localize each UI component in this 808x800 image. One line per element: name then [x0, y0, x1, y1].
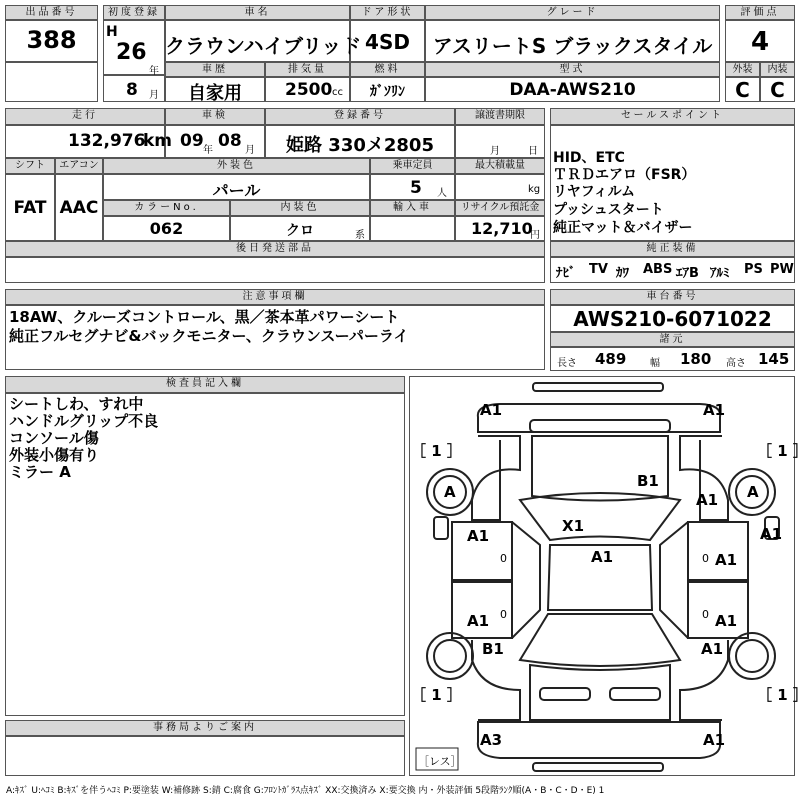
displacement-header: 排気量	[265, 62, 350, 77]
equipment-ps: PS	[744, 262, 763, 277]
fuel-header: 燃料	[350, 62, 425, 77]
wheel-rr-inner-shape	[736, 640, 768, 672]
trunk-shape	[530, 665, 670, 720]
shift-header: シフト	[5, 158, 55, 174]
equipment-airbag: ｴｱB	[676, 266, 699, 281]
mark-wheel-fr: A	[747, 483, 759, 501]
first-reg-month: 8	[126, 80, 138, 100]
later-parts-header: 後日発送部品	[5, 241, 545, 257]
capacity: 5	[410, 178, 422, 198]
shift: FAT	[13, 198, 47, 218]
inspection-year-unit: 年	[203, 145, 213, 156]
interior-color-unit: 系	[355, 230, 365, 241]
office-header: 事務局よりご案内	[5, 720, 405, 736]
fender-fl-shape	[472, 436, 520, 520]
specs-header: 諸元	[550, 332, 795, 347]
score: 4	[750, 27, 770, 57]
recycle: 12,710	[471, 219, 533, 238]
color-no-header: カラーNo.	[103, 200, 230, 216]
chassis-header: 車台番号	[550, 289, 795, 305]
mark-zero-2: 0	[702, 552, 709, 565]
mark-fender-fr: A1	[696, 491, 719, 509]
registration-header: 登録番号	[265, 108, 455, 125]
wheel-rl-inner-shape	[434, 640, 466, 672]
pillar-left-shape	[512, 522, 540, 638]
mileage-header: 走行	[5, 108, 165, 125]
fuel: ｶﾞｿﾘﾝ	[370, 84, 405, 100]
caution-header: 注意事項欄	[5, 289, 545, 305]
first-reg-year: 26	[116, 40, 147, 65]
mark-wheel-rl: B1	[482, 640, 504, 658]
equipment-header: 純正装備	[550, 241, 795, 257]
interior-color: クロ	[286, 223, 314, 239]
inspection-month: 08	[218, 131, 242, 151]
sales-point-4: プッシュスタート	[553, 202, 664, 218]
width: 180	[680, 350, 712, 368]
transfer-day-unit: 日	[528, 146, 538, 157]
door-type: 4SD	[365, 30, 410, 54]
score-header: 評価点	[725, 5, 795, 20]
exterior-header: 外装	[725, 62, 760, 77]
sales-point-5: 純正マット＆バイザー	[553, 220, 693, 236]
inspector-note-5: ミラー A	[9, 463, 71, 481]
mileage-unit: km	[143, 131, 173, 151]
hood-shape	[532, 436, 668, 501]
caution-note-1: 18AW、クルーズコントロール、黒／茶本革パワーシート	[9, 308, 400, 326]
length-label: 長さ	[557, 358, 577, 369]
displacement: 2500	[285, 80, 333, 100]
recycle-header: リサイクル預託金	[455, 200, 545, 216]
chassis-no: AWS210-6071022	[573, 307, 772, 331]
mark-rear-left: A3	[480, 731, 503, 749]
equipment-abs: ABS	[643, 262, 673, 277]
transfer-month-unit: 月	[490, 146, 500, 157]
mark-door-fl: A1	[467, 527, 490, 545]
lot-no-header: 出品番号	[5, 5, 98, 20]
color-no: 062	[149, 219, 184, 238]
height: 145	[758, 350, 790, 368]
tail-lamp-left-shape	[540, 688, 590, 700]
equipment-leather: ｶﾜ	[616, 266, 629, 281]
height-label: 高さ	[726, 358, 746, 369]
color-header: 外装色	[103, 158, 370, 174]
mark-fender-fr-edge: A1	[760, 525, 783, 543]
equipment-pw: PW	[770, 262, 794, 277]
interior-color-header: 内装色	[230, 200, 370, 216]
equipment-alloy: ｱﾙﾐ	[710, 266, 730, 281]
mark-zero-3: 0	[500, 608, 507, 621]
pillar-right-shape	[660, 522, 688, 638]
mark-wheel-rr: A1	[701, 640, 724, 658]
sales-point-header: セールスポイント	[550, 108, 795, 125]
mark-zero-4: 0	[702, 608, 709, 621]
aircon: AAC	[59, 198, 99, 218]
front-bumper-shape	[533, 383, 663, 391]
exterior-grade: C	[735, 78, 750, 102]
front-grille-shape	[530, 420, 670, 432]
capacity-header: 乗車定員	[370, 158, 455, 174]
max-load-unit: kg	[528, 184, 541, 195]
sales-point-3: リヤフィルム	[553, 184, 636, 200]
capacity-unit: 人	[437, 188, 447, 199]
inspection-header: 車検	[165, 108, 265, 125]
equipment-tv: TV	[589, 262, 608, 277]
mark-door-rr: A1	[715, 612, 738, 630]
mark-bracket-fr: ［ 1 ］	[757, 442, 808, 460]
sales-point-2: ＴＲＤエアロ（FSR）	[553, 167, 696, 183]
length: 489	[595, 350, 627, 368]
mark-bracket-rr: ［ 1 ］	[757, 686, 808, 704]
mark-roof: X1	[562, 517, 585, 535]
history: 自家用	[188, 83, 242, 104]
rear-bumper-shape	[533, 763, 663, 771]
history-header: 車歴	[165, 62, 265, 77]
inspector-header: 検査員記入欄	[5, 376, 405, 393]
rear-glass-shape	[520, 614, 680, 666]
legend: A:ｷｽﾞ U:ﾍｺﾐ B:ｷｽﾞを伴うﾍｺﾐ P:要塗装 W:補修跡 S:錆 C:腐食 G:ﾌﾛﾝﾄｶﾞﾗｽ点ｷｽﾞ XX:交換済み X:要交換 内・外装評価 5段階ﾗﾝｸ順(A・B・C・D・E) 1	[6, 786, 605, 796]
inspector-note-4: 外装小傷有り	[9, 446, 100, 464]
mark-front-right-top: A1	[703, 401, 726, 419]
equipment-navi: ﾅﾋﾞ	[556, 266, 576, 281]
mirror-left-shape	[434, 517, 448, 539]
registration: 姫路 330メ2805	[286, 135, 434, 156]
color: パール	[212, 181, 261, 200]
mark-cabin: A1	[591, 548, 614, 566]
model: DAA-AWS210	[509, 80, 636, 100]
year-unit: 年	[149, 66, 159, 77]
grade-header: グレード	[425, 5, 720, 20]
max-load-header: 最大積載量	[455, 158, 545, 174]
mark-door-rl: A1	[467, 612, 490, 630]
inspector-note-2: ハンドルグリップ不良	[9, 412, 159, 430]
month-unit: 月	[149, 90, 159, 101]
interior-header: 内装	[760, 62, 795, 77]
grade: アスリートS ブラックスタイル	[432, 34, 713, 58]
mark-bracket-rl: ［ 1 ］	[411, 686, 462, 704]
mark-hood: B1	[637, 472, 659, 490]
mark-rear-right: A1	[703, 731, 726, 749]
first-reg-header: 初度登録	[103, 5, 165, 20]
lot-no: 388	[26, 26, 77, 54]
interior-grade: C	[770, 78, 785, 102]
inspection-month-unit: 月	[245, 145, 255, 156]
door-header: ドア形状	[350, 5, 425, 20]
transfer-header: 譲渡書期限	[455, 108, 545, 125]
recycle-unit: 円	[530, 230, 540, 241]
model-header: 型式	[425, 62, 720, 77]
import-header: 輸入車	[370, 200, 455, 216]
inspector-note-3: コンソール傷	[9, 429, 99, 447]
mark-bracket-fl: ［ 1 ］	[411, 442, 462, 460]
width-label: 幅	[650, 358, 660, 369]
front-end-shape	[478, 404, 720, 432]
inspector-note-1: シートしわ、すれ中	[9, 395, 144, 413]
caution-note-2: 純正フルセグナビ&バックモニター、クラウンスーパーライ	[9, 327, 409, 345]
mark-door-fr: A1	[715, 551, 738, 569]
mark-wheel-fl: A	[444, 483, 456, 501]
era-letter: H	[106, 24, 118, 40]
inspection-year: 09	[180, 131, 204, 151]
rear-end-shape	[478, 722, 720, 758]
aircon-header: エアコン	[55, 158, 103, 174]
mark-zero-1: 0	[500, 552, 507, 565]
mark-front-left-top: A1	[480, 401, 503, 419]
sales-point-1: HID、ETC	[553, 150, 625, 166]
mileage: 132,976	[68, 131, 146, 151]
displacement-unit: cc	[332, 87, 343, 98]
tail-lamp-right-shape	[610, 688, 660, 700]
mark-spare: ［レス］	[418, 755, 462, 768]
car-name: クラウンハイブリッド	[165, 34, 362, 58]
car-name-header: 車名	[165, 5, 350, 20]
